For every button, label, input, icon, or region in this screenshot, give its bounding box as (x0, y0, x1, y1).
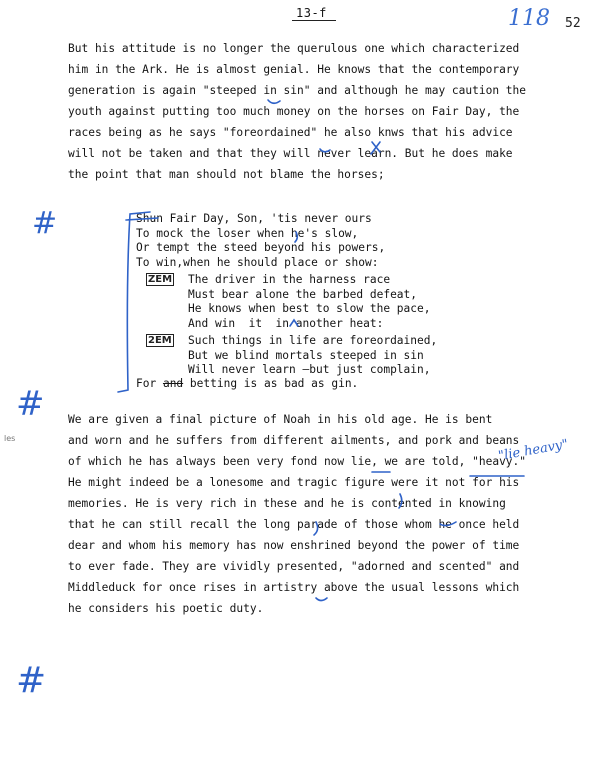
comma-when (295, 232, 297, 242)
verse-line: To mock the loser when he's slow, (136, 226, 359, 240)
page-number: 13-f (296, 6, 327, 20)
verse-line-prefix: For (136, 377, 163, 390)
text-line: of which he has always been very fond now lie, we are told, "heavy." (68, 455, 527, 468)
verse-line: And win it in another heat: (188, 316, 384, 330)
stanza-bracket-tick (126, 218, 158, 220)
margin-hash-mark-1: # (32, 206, 58, 241)
text-line: that he can still recall the long parade of those whom he once held (68, 518, 520, 531)
handwritten-note: "lie heavy" (497, 436, 570, 465)
text-line: generation is again "steeped in sin" and although he may caution the (68, 84, 527, 97)
text-line: to ever fade. They are vividly presented, "adorned and scented" and (68, 560, 520, 573)
verse-line: Will never learn —but just complain, (188, 363, 431, 376)
text-line: youth against putting too much money on the horses on Fair Day, the (68, 105, 520, 118)
correction-knows (371, 142, 380, 154)
underline-scented (316, 598, 327, 601)
stanza-bracket (118, 212, 150, 392)
verse-line: To win,when he should place or show: (136, 255, 379, 269)
text-line: him in the Ark. He is almost genial. He knows that the contemporary (68, 63, 520, 76)
text-line: he considers his poetic duty. (68, 602, 264, 615)
struck-word: and (162, 377, 184, 390)
margin-hash-mark-3: # (16, 660, 47, 701)
handwritten-folio-number: 118 (508, 6, 550, 31)
verse-line: Shun Fair Day, Son, 'tis never ours (136, 212, 372, 225)
insert-caret-pace (290, 320, 298, 326)
comma-figure (399, 494, 402, 508)
verse-line: Or tempt the steed beyond his powers, (136, 241, 386, 254)
verse-line: He knows when best to slow the pace, (188, 302, 431, 315)
text-line: dear and whom his memory has now enshrined beyond the power of time (68, 539, 520, 552)
verse-line: But we blind mortals steeped in sin (188, 348, 424, 362)
stanza-mark-2: 2EM (148, 335, 172, 346)
text-line: the point that man should not blame the horses; (68, 168, 385, 181)
text-line: But his attitude is no longer the querulous one which characterized (68, 42, 520, 55)
text-line: Middleduck for once rises in artistry above the usual lessons which (68, 581, 520, 594)
text-line: and worn and he suffers from different ailments, and pork and beans (68, 434, 520, 447)
verse-line: The driver in the harness race (188, 273, 391, 286)
text-line: He might indeed be a lonesome and tragic figure were it not for his (68, 476, 520, 489)
typed-folio-number: 52 (565, 16, 581, 31)
margin-word: les (4, 434, 16, 443)
text-line: will not be taken and that they will never learn. But he does make (68, 147, 513, 160)
comma-these (314, 522, 318, 535)
underline-sin (268, 100, 280, 103)
underline-foreordained (320, 149, 330, 152)
verse-line: Such things in life are foreordained, (188, 334, 438, 347)
margin-hash-mark-2: # (16, 384, 45, 424)
verse-line: Must bear alone the barbed defeat, (188, 287, 418, 301)
text-line: memories. He is very rich in these and he is contented in knowing (68, 497, 506, 510)
text-line: races being as he says "foreordained" he also knws that his advice (68, 126, 513, 139)
stanza-mark-1: ZEM (148, 274, 173, 285)
underline-contented (440, 522, 456, 526)
text-line: We are given a final picture of Noah in his old age. He is bent (68, 413, 493, 426)
verse-line-suffix: betting is as bad as gin. (183, 377, 359, 390)
